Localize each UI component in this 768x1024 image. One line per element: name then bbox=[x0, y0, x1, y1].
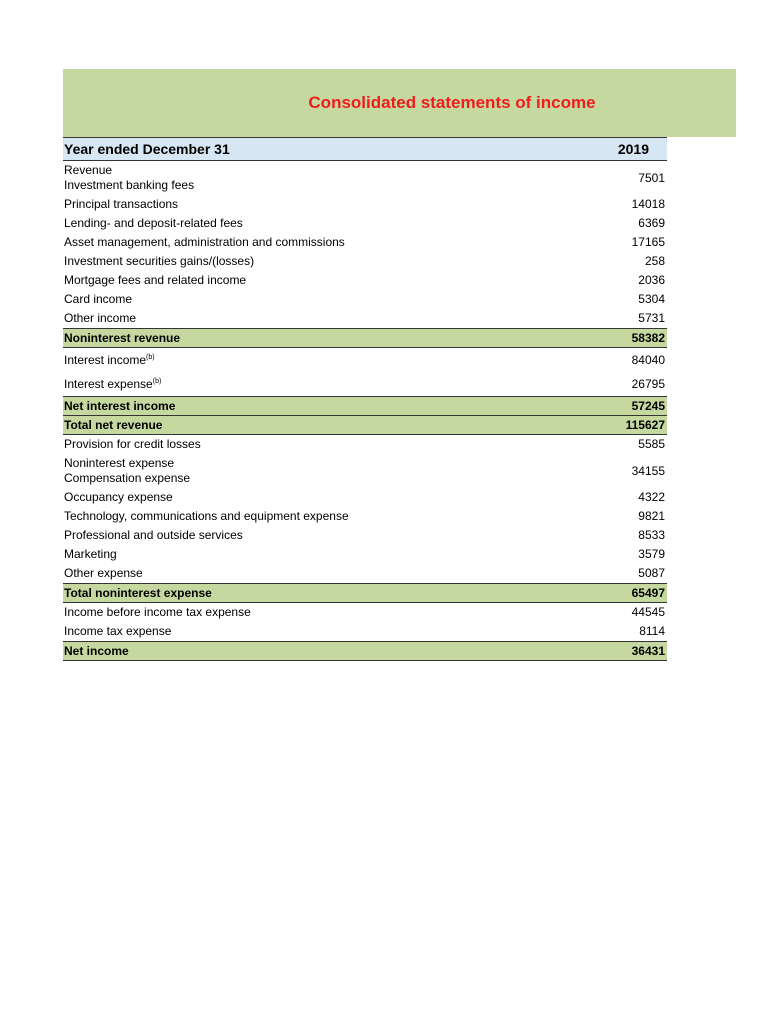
income-statement-table bbox=[63, 137, 667, 661]
row-label: Principal transactions bbox=[64, 197, 179, 211]
row-value: 5304 bbox=[638, 292, 665, 306]
table-row bbox=[63, 372, 667, 397]
subtotal-row bbox=[63, 416, 667, 435]
footnote-marker: (b) bbox=[152, 377, 162, 385]
row-label: Total noninterest expense bbox=[63, 584, 563, 603]
row-value: 7501 bbox=[638, 170, 665, 185]
row-value: 3579 bbox=[638, 547, 665, 561]
table-row bbox=[63, 526, 667, 545]
row-value: 26795 bbox=[631, 376, 665, 391]
row-value: 2036 bbox=[638, 273, 665, 287]
row-label: Provision for credit losses bbox=[64, 437, 201, 451]
row-label: Investment securities gains/(losses) bbox=[64, 254, 255, 268]
row-value: 9821 bbox=[638, 509, 665, 523]
row-label: Total net revenue bbox=[63, 416, 563, 435]
table-row bbox=[63, 195, 667, 214]
row-label: Occupancy expense bbox=[64, 490, 173, 504]
row-label: Income before income tax expense bbox=[64, 605, 251, 619]
row-label: Compensation expense bbox=[64, 471, 191, 485]
row-value: 5585 bbox=[638, 437, 665, 451]
row-label: Asset management, administration and commissions bbox=[64, 235, 345, 249]
title-banner bbox=[63, 69, 736, 137]
row-value: 115627 bbox=[563, 416, 667, 435]
section-label-noninterest-expense: Noninterest expense bbox=[64, 456, 175, 470]
row-label: Net interest income bbox=[63, 397, 563, 416]
row-value: 84040 bbox=[631, 352, 665, 367]
section-label-revenue: Revenue bbox=[64, 163, 113, 177]
row-label: Technology, communications and equipment expense bbox=[64, 509, 349, 523]
table-row bbox=[63, 603, 667, 623]
table-row bbox=[63, 622, 667, 642]
table-row bbox=[63, 545, 667, 564]
page-title bbox=[63, 69, 663, 137]
table-row bbox=[63, 290, 667, 309]
table-row bbox=[63, 214, 667, 233]
row-label: Income tax expense bbox=[64, 624, 172, 638]
row-label: Noninterest revenue bbox=[63, 329, 563, 348]
row-value: 44545 bbox=[631, 605, 665, 619]
row-value: 258 bbox=[644, 254, 665, 268]
row-label: Marketing bbox=[64, 547, 117, 561]
page-title-text: Consolidated statements of income bbox=[308, 93, 596, 112]
row-value: 4322 bbox=[638, 490, 665, 504]
table-row bbox=[63, 454, 667, 488]
row-value: 57245 bbox=[563, 397, 667, 416]
row-label: Professional and outside services bbox=[64, 528, 243, 542]
row-value: 8114 bbox=[639, 624, 665, 638]
table-row bbox=[63, 564, 667, 584]
row-value: 8533 bbox=[638, 528, 665, 542]
row-value: 14018 bbox=[631, 197, 665, 211]
row-value: 17165 bbox=[631, 235, 665, 249]
table-row bbox=[63, 252, 667, 271]
table-row bbox=[63, 507, 667, 526]
row-value: 58382 bbox=[563, 329, 667, 348]
subtotal-row bbox=[63, 397, 667, 416]
table-row bbox=[63, 309, 667, 329]
row-value: 65497 bbox=[563, 584, 667, 603]
net-income-row bbox=[63, 642, 667, 661]
table-row bbox=[63, 435, 667, 455]
footnote-marker: (b) bbox=[146, 353, 155, 361]
row-label: Net income bbox=[63, 642, 563, 661]
table-row bbox=[63, 488, 667, 507]
row-value: 34155 bbox=[631, 463, 665, 478]
row-value: 5731 bbox=[638, 311, 665, 325]
subtotal-row bbox=[63, 584, 667, 603]
row-label: Interest income bbox=[64, 352, 147, 367]
row-label: Other income bbox=[64, 311, 137, 325]
row-value: 5087 bbox=[638, 566, 665, 580]
table-row bbox=[63, 233, 667, 252]
row-label: Lending- and deposit-related fees bbox=[64, 216, 243, 230]
subtotal-row bbox=[63, 329, 667, 348]
row-value: 36431 bbox=[563, 642, 667, 661]
header-year: 2019 bbox=[563, 138, 667, 161]
row-label: Other expense bbox=[64, 566, 143, 580]
row-value: 6369 bbox=[638, 216, 665, 230]
row-label: Mortgage fees and related income bbox=[64, 273, 247, 287]
table-header-row bbox=[63, 138, 667, 161]
table-row bbox=[63, 348, 667, 373]
table-row bbox=[63, 271, 667, 290]
header-label: Year ended December 31 bbox=[63, 138, 563, 161]
table-row bbox=[63, 161, 667, 196]
row-label: Interest expense bbox=[64, 376, 153, 391]
row-label: Card income bbox=[64, 292, 133, 306]
row-label: Investment banking fees bbox=[64, 178, 195, 192]
